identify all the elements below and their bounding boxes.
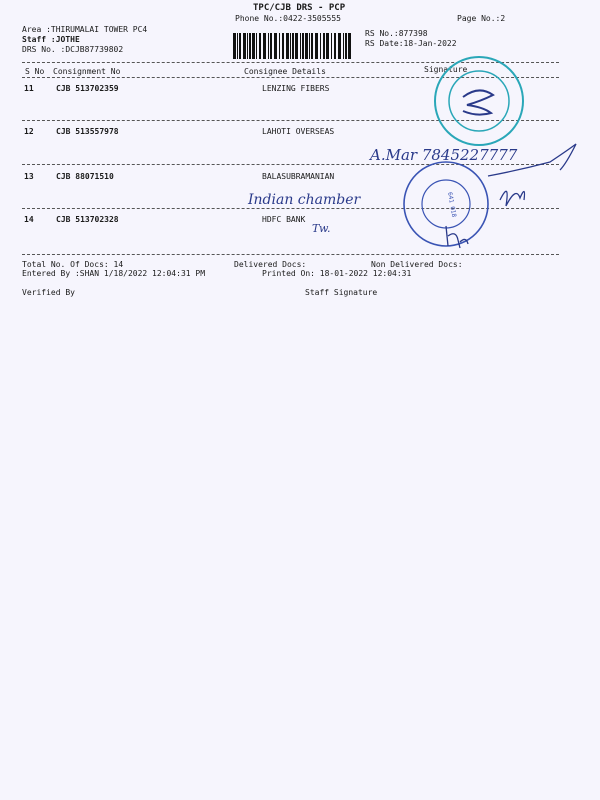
area-label: Area :THIRUMALAI TOWER PC4 — [22, 25, 148, 34]
handwritten-note: A.Mar 7845227777 — [370, 146, 518, 164]
svg-text:641 018: 641 018 — [446, 191, 458, 218]
row-consignment: CJB 88071510 — [56, 172, 114, 181]
drs-number: DRS No. :DCJB87739802 — [22, 45, 124, 54]
non-delivered-docs: Non Delivered Docs: — [371, 260, 463, 269]
handwritten-note: Tw. — [312, 222, 331, 235]
col-consignment: Consignment No — [53, 67, 121, 76]
row-consignee: LAHOTI OVERSEAS — [262, 127, 335, 136]
entered-by: Entered By :SHAN 1/18/2022 12:04:31 PM — [22, 269, 206, 278]
rs-number: RS No.:877398 — [365, 29, 428, 38]
signature-scribble — [480, 140, 580, 250]
row-sno: 11 — [24, 84, 34, 93]
rs-date: RS Date:18-Jan-2022 — [365, 39, 457, 48]
col-signature: Signature — [424, 65, 468, 74]
row-consignee: LENZING FIBERS — [262, 84, 330, 93]
row-consignment: CJB 513557978 — [56, 127, 119, 136]
divider — [22, 164, 559, 165]
row-sno: 12 — [24, 127, 34, 136]
signature-scribble — [440, 222, 470, 252]
company-stamp — [433, 55, 525, 147]
total-docs: Total No. Of Docs: 14 — [22, 260, 124, 269]
row-consignee: HDFC BANK — [262, 215, 306, 224]
col-sno: S No — [25, 67, 45, 76]
row-consignee: BALASUBRAMANIAN — [262, 172, 335, 181]
row-sno: 13 — [24, 172, 34, 181]
delivered-docs: Delivered Docs: — [234, 260, 307, 269]
row-consignment: CJB 513702328 — [56, 215, 119, 224]
document-title: TPC/CJB DRS - PCP — [253, 3, 346, 13]
phone-number: Phone No.:0422-3505555 — [235, 14, 341, 23]
printed-on: Printed On: 18-01-2022 12:04:31 — [262, 269, 412, 278]
page-number: Page No.:2 — [457, 14, 506, 23]
row-consignment: CJB 513702359 — [56, 84, 119, 93]
verified-by: Verified By — [22, 288, 75, 297]
staff-signature: Staff Signature — [305, 288, 378, 297]
staff-label: Staff :JOTHE — [22, 35, 80, 44]
barcode — [231, 33, 355, 59]
handwritten-note: Indian chamber — [248, 192, 361, 208]
row-sno: 14 — [24, 215, 34, 224]
col-consignee: Consignee Details — [244, 67, 326, 76]
divider — [22, 254, 559, 255]
